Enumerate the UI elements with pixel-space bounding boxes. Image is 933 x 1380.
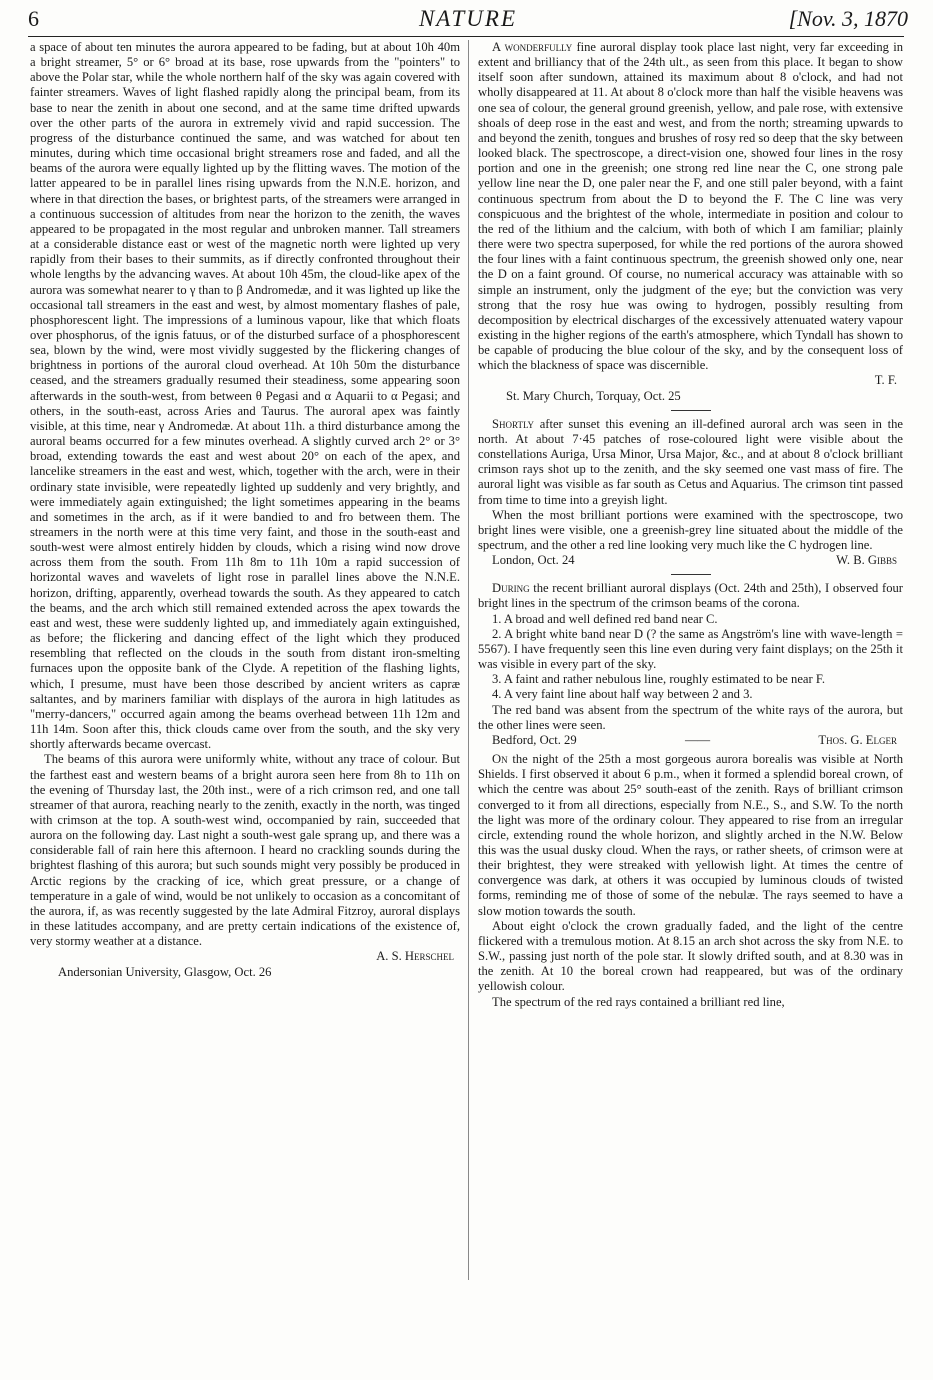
letter-body: the night of the 25th a most gorgeous aurora borealis was visible at North Shields. I first observed it about 6 p.m., when it formed a splendid boreal crown, of which the centre was about 25° south-east of the zenith. Rays of brilliant crimson converged to it from all directions, especially from N.E., S., and S.W. To the north the light was more of the ordinary colour. They appeared to rise from an irregular circle, extending round the whole horizon, and slightly arched in the N.W. Below this was the usual dusky cloud. When the rays, or rather sheets, of crimson were at their brightest, they were streaked with yellowish light. At times the centre of convergence was dark, at others it was occupied by luminous clouds of twisted forms, reminding me of those of some of the nebulæ. The rays seemed to have a slow motion towards the south.: [478, 752, 903, 918]
letter-separator: [671, 574, 711, 575]
spectral-lines-list: [478, 612, 903, 703]
london-signature: [478, 553, 903, 568]
torquay-signature: [478, 373, 903, 388]
author-name: Thos. G. Elger: [818, 732, 897, 747]
list-item: 2. A bright white band near D (? the same as Angström's line with wave-length = 5567). I have frequently seen this line even during very faint displays; on the 25th it was visible in every part of the sky.: [478, 626, 903, 672]
list-item: 4. A very faint line about half way between 2 and 3.: [492, 687, 753, 702]
page-header: [28, 6, 908, 32]
list-item: 3. A faint and rather nebulous line, roughly estimated to be near F.: [492, 672, 825, 687]
column-divider: [468, 40, 469, 1280]
page-number: 6: [28, 6, 39, 31]
author-name: A. S. Herschel: [376, 949, 454, 964]
letter-north-shields: [478, 752, 903, 919]
opening-words: During: [492, 581, 530, 596]
letter-paragraph: The spectrum of the red rays contained a brilliant red line,: [492, 994, 785, 1009]
letter-torquay: [478, 40, 903, 373]
letter-paragraph: When the most brilliant portions were examined with the spectroscope, two bright lines were visible, one a greenish-grey line situated about the middle of the spectrum, and the other a red line looking very much like the C hydrogen line.: [478, 507, 903, 552]
author-place: Bedford, Oct. 29: [492, 732, 577, 747]
bedford-signature: [478, 733, 903, 748]
opening-words: Shortly: [492, 416, 535, 431]
letter-body: fine auroral display took place last night, very far exceeding in extent and brilliancy that of the 24th ult., as seen from this place. It began to show itself soon after sundown, attained its maximum about 8 o'clock, and had not wholly disappeared at 11. At about 8 o'clock more than half the visible heavens was one sea of colour, the general ground greenish, yellow, and pale rose, with extensive shoals of deep rose in the east and west, and from the north; streaming upwards to and beyond the zenith, tongues and brushes of rosy red so deep that the sky between looked black. The spectroscope, a direct-vision one, showed four lines in the rosy portion and one in the greenish; one strong red line near the C, one strong pale yellow line near the D, one paler near the F, and one still paler beyond, with a faint continuous spectrum from about the D to beyond the F. The C line was very conspicuous and the brightest of the whole, intermediate in position and colour to the red of the lithium and the calcium, with both of which I am familiar; plainly there were two spectra superposed, for while the red portions of the aurora showed the four lines with a faint continuous spectrum, the greenish showed only one, near the D on a faint ground. Of course, no numerical accuracy was attainable with so simple an instrument, only the judgment of the eye; but the conviction was very strong that the rosy hue was owing to hydrogen, possibly resulting from decomposition by electrical discharges of the excessively attenuated watery vapour existing in the higher regions of the earth's atmosphere, which Tyndall has shown to be capable of producing the blue colour of the sky, and by the consequent loss of which the blackness of space was discernible.: [478, 40, 903, 373]
letter-body: after sunset this evening an ill-defined auroral arch was seen in the north. At about 7·45 patches of rose-coloured light were visible about the constellations Auriga, Ursa Minor, Ursa Major, &c., and at about 8 o'clock brilliant crimson rays shot up to the zenith, and the sky seemed one vast mass of fire. The auroral light was visible as far south as Cetus and Aquarius. The crimson tint passed from time to time into a greyish light.: [478, 416, 903, 507]
herschel-paragraph-1: a space of about ten minutes the aurora appeared to be fading, but at about 10h 40m a bright streamer, 5° or 6° broad at its base, rose upwards from the "pointers" to above the Polar star, while the whole northern half of the sky was again covered with fainter streamers. Waves of light flashed rapidly along the principal beam, from its base to near the zenith in about one second, and at the same time drifted upwards over the other parts of the aurora in extremely vivid and rapid succession. The progress of the disturbance continued the same, and was watched for about ten minutes, during which time occasional bright streamers rose and faded, and all the beams of the aurora were equally lighted up by the flitting waves. The motion of the latter appeared to be in parallel lines rising upwards from the N.N.E. horizon, and where in that direction the bases, or brightest parts, of the streamers were arranged in a continuous succession of altitudes from near the horizon to the zenith, the waves appeared to be propagated in the most regular and unbroken manner. Tall streamers at a considerable distance east or west of the magnetic north were lighted up very rapidly from their bases to their summits, as if directly confronted throughout their whole lengths by the advancing waves. At about 10h 45m, the cloud-like apex of the aurora was somewhat nearer to γ than to β Andromedæ, and it was lighted up like the occasional tall streamers in the east and west, by almost momentary flashes of pale, phosphorescent light. The impressions of a luminous vapour, like that which floats over phosphorus, of the ignis fatuus, or of the disturbed surface of a phosphorescent sea, blown by the wind, were most vividly suggested by the flickering changes of brightness in portions of the auroral cloud overhead. At 10h 50m the disturbance ceased, and the streamers gradually resumed their steadiness, some appearing soon afterwards in the south-west, from between θ Pegasi and α Aquarii to α Pegasi; and others, in the south-east, across Aries and Taurus. The auroral apex was faintly visible, at this time, near γ Andromedæ. At about 11h. a third disturbance among the auroral beams occurred for a few minutes overhead. A slightly curved arch 2° or 3° broad, extending towards the east and west about 20° on each of the apex, and lancelike streamers in the east and west, which, together with the arch, were in their ordinary state invisible, were repeatedly lighted up suddenly and very brightly, and were immediately again extinguished; the light sometimes appearing in the beams and sometimes in the arch, as if it were bandied to and fro between them. The streamers in the north were at this time very faint, and those in the south-east and south-west were almost entirely hidden by clouds, which a rising wind now drove across them from the south. From 11h 8m to 11h 10m a rapid succession of horizontal waves and wavelets of light rose in parallel lines above the N.N.E. horizon, drifting, apparently, overhead towards the south. As they appeared to catch the beams, and the arch which still remained extended across the apex towards the east and west, these were suddenly lighted up, and immediately again extinguished, as before; the flickering and dancing effect of the light which they produced resembling that reflected on the clouds in the south from distant iron-smelting furnaces upon the opposite bank of the Clyde. A repetition of the flashing lights, which, I presume, must have been those described by ancient writers as capræ saltantes, and by mariners familiar with displays of the aurora in high latitudes as "merry-dancers," occurred again among the beams overhead between 11h 12m and 11h 14m. Soon after this, thick clouds came over from the south, and the sky very shortly afterwards became overcast.: [30, 40, 460, 752]
letter-paragraph: The red band was absent from the spectrum of the white rays of the aurora, but the other lines were seen.: [478, 702, 903, 732]
left-column: [30, 40, 460, 980]
author-place: Andersonian University, Glasgow, Oct. 26: [58, 964, 272, 979]
opening-words: On: [492, 752, 508, 767]
issue-date: [Nov. 3, 1870: [788, 6, 908, 31]
author-place: London, Oct. 24: [492, 553, 575, 568]
signature-dash: ——: [684, 732, 711, 747]
author-place: St. Mary Church, Torquay, Oct. 25: [506, 388, 681, 403]
letter-paragraph: About eight o'clock the crown gradually faded, and the light of the centre flickered with a tremulous motion. At 8.15 an arch shot across the sky from N.E. to S.W., passing just north of the pole star. It slowly drifted south, and at 8.30 was in the zenith. At 10 the boreal crown had reappeared, but was of the ordinary yellowish colour.: [478, 918, 903, 994]
author-name: W. B. Gibbs: [836, 553, 897, 568]
letter-separator: [671, 410, 711, 411]
letter-london: [478, 417, 903, 508]
letter-bedford: [478, 581, 903, 611]
journal-title: NATURE: [418, 6, 518, 31]
author-name: T. F.: [874, 373, 897, 388]
right-column: [478, 40, 903, 1010]
header-rule: [28, 36, 904, 37]
list-item: 1. A broad and well defined red band near C.: [492, 611, 718, 626]
opening-words: A wonderfully: [492, 40, 573, 54]
herschel-signature: [30, 949, 460, 964]
herschel-paragraph-2: The beams of this aurora were uniformly white, without any trace of colour. But the farthest east and western beams of a bright aurora seen here from 8h to 11h on the evening of Thursday last, the 20th inst., were of a rich crimson red, and one tall streamer of that aurora, reaching nearly to the zenith, exactly in the north, was tinged with crimson at the top. A south-west wind, occompanied by rain, succeeded that aurora on the following day. Last night a south-west gale sprang up, and there was a considerable fall of rain here this afternoon. I heard no crackling sounds during the brightest flashing of this aurora; but such sounds might very possibly be produced in Arctic regions by the cracking of ice, which great pressure, or a change of temperature in a gale of wind, would be not unlikely to occasion as a concomitant of the aurora, if, as was recently suggested by the late Admiral Fitzroy, auroral displays in these latitudes accompany, and are pretty certain indications of the existence of, very stormy weather at a distance.: [30, 752, 460, 949]
letter-body: the recent brilliant auroral displays (Oct. 24th and 25th), I observed four bright lines in the spectrum of the crimson beams of the corona.: [478, 581, 903, 611]
